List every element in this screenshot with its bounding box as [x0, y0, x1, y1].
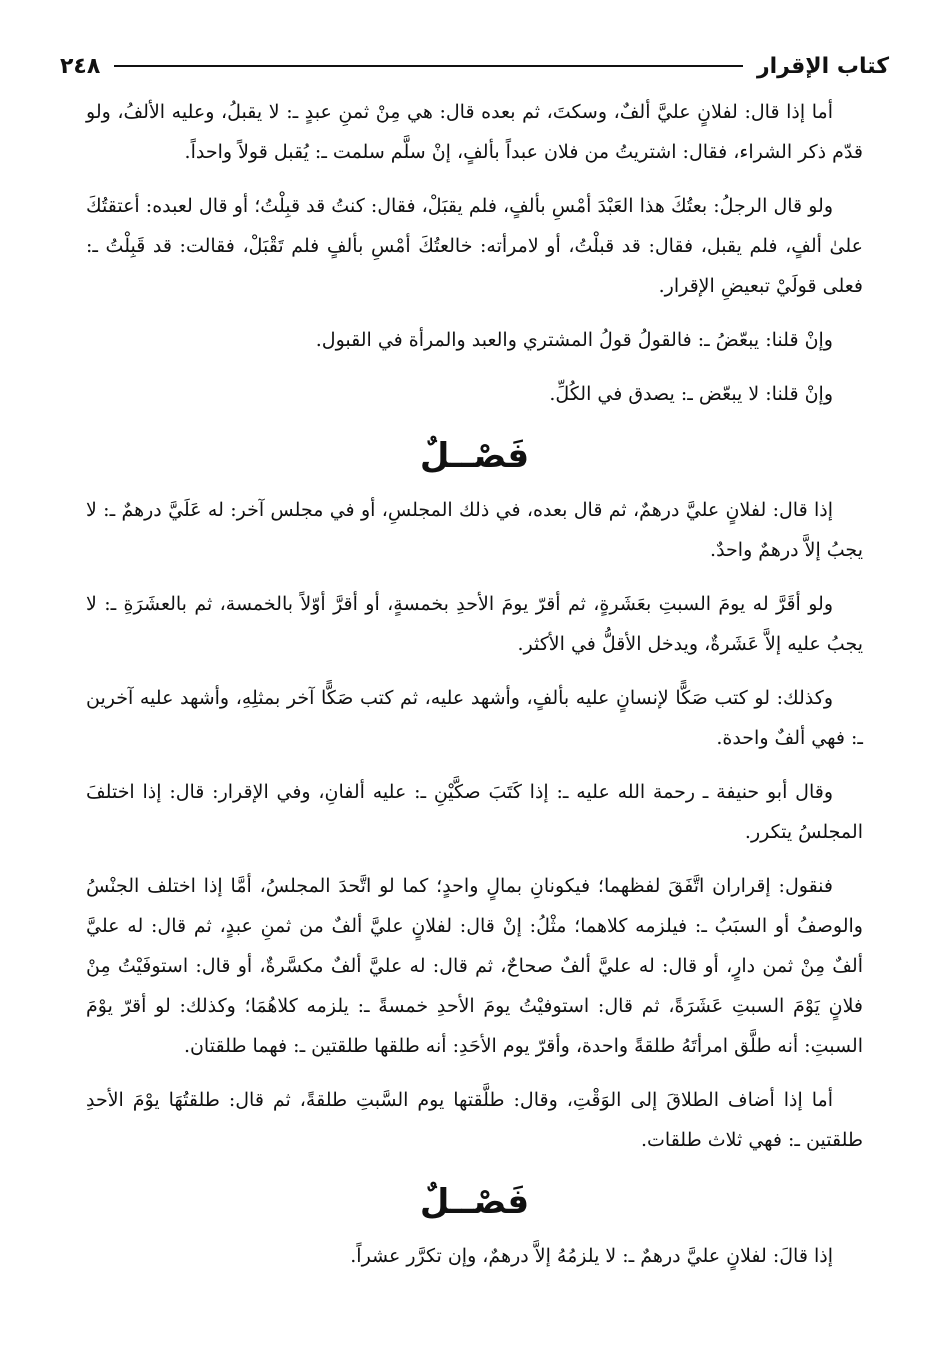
paragraph: إذا قال: لفلانٍ عليَّ درهمٌ، ثم قال بعده، في ذلك المجلسِ، أو في مجلس آخر: له عَلَيَّ درهمٌ ـ: لا يجبُ إلاَّ درهمٌ واحدٌ. — [86, 499, 863, 561]
paragraph: إذا قالَ: لفلانٍ عليَّ درهمٌ ـ: لا يلزمُهُ إلاَّ درهمٌ، وإن تكرَّر عشراً. — [350, 1245, 833, 1267]
section-heading: فَصْــلٌ — [419, 436, 530, 476]
header-rule — [114, 65, 743, 67]
paragraph: وقال أبو حنيفة ـ رحمة الله عليه ـ: إذا كَتَبَ صكَّيْنِ ـ: عليه ألفانِ، وفي الإقرار: قال: إذا اختلفَ المجلسُ يتكرر. — [86, 781, 863, 843]
paragraph: أما إذا قال: لفلانٍ عليَّ ألفٌ، وسكتَ، ثم بعده قال: هي مِنْ ثمنِ عبدٍ ـ: لا يقبلُ، وعليه الألفُ، ولو قدّم ذكر الشراء، فقال: اشتريتُ من فلان عبداً بألفٍ، إنْ سلَّم سلمت ـ: يُقبل قولاً واحداً. — [86, 101, 863, 163]
page-header — [60, 46, 889, 86]
paragraph: ولو قال الرجلُ: بعتُكَ هذا العَبْدَ أمْسِ بألفٍ، فلم يقبَلْ، فقال: كنتُ قد قبِلْتُ؛ أو قال لعبده: أعتقتُكَ علىٰ ألفٍ، فلم يقبل، فقال: قد قبلْتُ، أو لامرأته: خالعتُكَ أمْسِ بألفٍ فلم تَقْبَلْ، فقالت: قد قَبِلْتُ ـ: فعلى قولَيْ تبعيضِ الإقرار. — [86, 195, 863, 297]
book-title: كتاب الإقرار — [756, 53, 889, 79]
page-number: ٢٤٨ — [60, 53, 101, 79]
paragraph: ولو أقَرَّ له يومَ السبتِ بعَشَرةٍ، ثم أقرّ يومَ الأحدِ بخمسةٍ، أو أقرَّ أوّلاً بالخمسة، ثم بالعشَرَةِ ـ: لا يجبُ عليه إلاَّ عَشَرةٌ، ويدخل الأقلُّ في الأكثر. — [86, 593, 863, 655]
paragraph: وإنْ قلنا: لا يبعّض ـ: يصدق في الكُلِّ. — [549, 383, 833, 405]
section-heading: فَصْــلٌ — [419, 1182, 530, 1222]
paragraph: أما إذا أضاف الطلاقَ إلى الوَقْتِ، وقال: طلَّقتها يوم السَّبتِ طلقةً، ثم قال: طلقتُهَا يوْمَ الأحدِ طلقتين ـ: فهي ثلاث طلقات. — [86, 1089, 863, 1151]
paragraph: وإنْ قلنا: يبعّضُ ـ: فالقولُ قولُ المشتري والعبد والمرأة في القبول. — [315, 329, 833, 351]
page-body — [86, 92, 863, 1290]
paragraph: وكذلك: لو كتب صَكًّا لإنسانٍ عليه بألفٍ، وأشهد عليه، ثم كتب صَكًّا آخر بمثلِهِ، وأشهد عليه آخرين ـ: فهي ألفٌ واحدة. — [86, 687, 863, 749]
paragraph: فنقول: إقراران اتَّفَقَ لفظهما؛ فيكونانِ بمالٍ واحدٍ؛ كما لو اتَّحدَ المجلسُ، أمَّا إذا اختلف الجنْسُ والوصفُ أو السبَبُ ـ: فيلزمه كلاهما؛ مثْلُ: إنْ قال: لفلانٍ عليَّ ألفٌ من ثمنِ عبدٍ، ثم قال: له عليَّ ألفٌ مِنْ ثمن دارٍ، أو قال: له عليَّ ألفٌ صحاحٌ، ثم قال: له عليَّ ألفٌ مكسَّرةٌ، أو قال: استوفَيْتُ مِنْ فلانٍ يَوْمَ السبتِ عَشَرَةً، ثم قال: استوفيْتُ يومَ الأحدِ خمسةً ـ: يلزمه كلاهُمَا؛ وكذلك: لو أقرّ يوْمَ السبتِ: أنه طلَّق امرأتَهُ طلقةً واحدة، وأقرّ يوم الأحَدِ: أنه طلقها طلقتين ـ: فهما طلقتان. — [86, 875, 863, 1057]
